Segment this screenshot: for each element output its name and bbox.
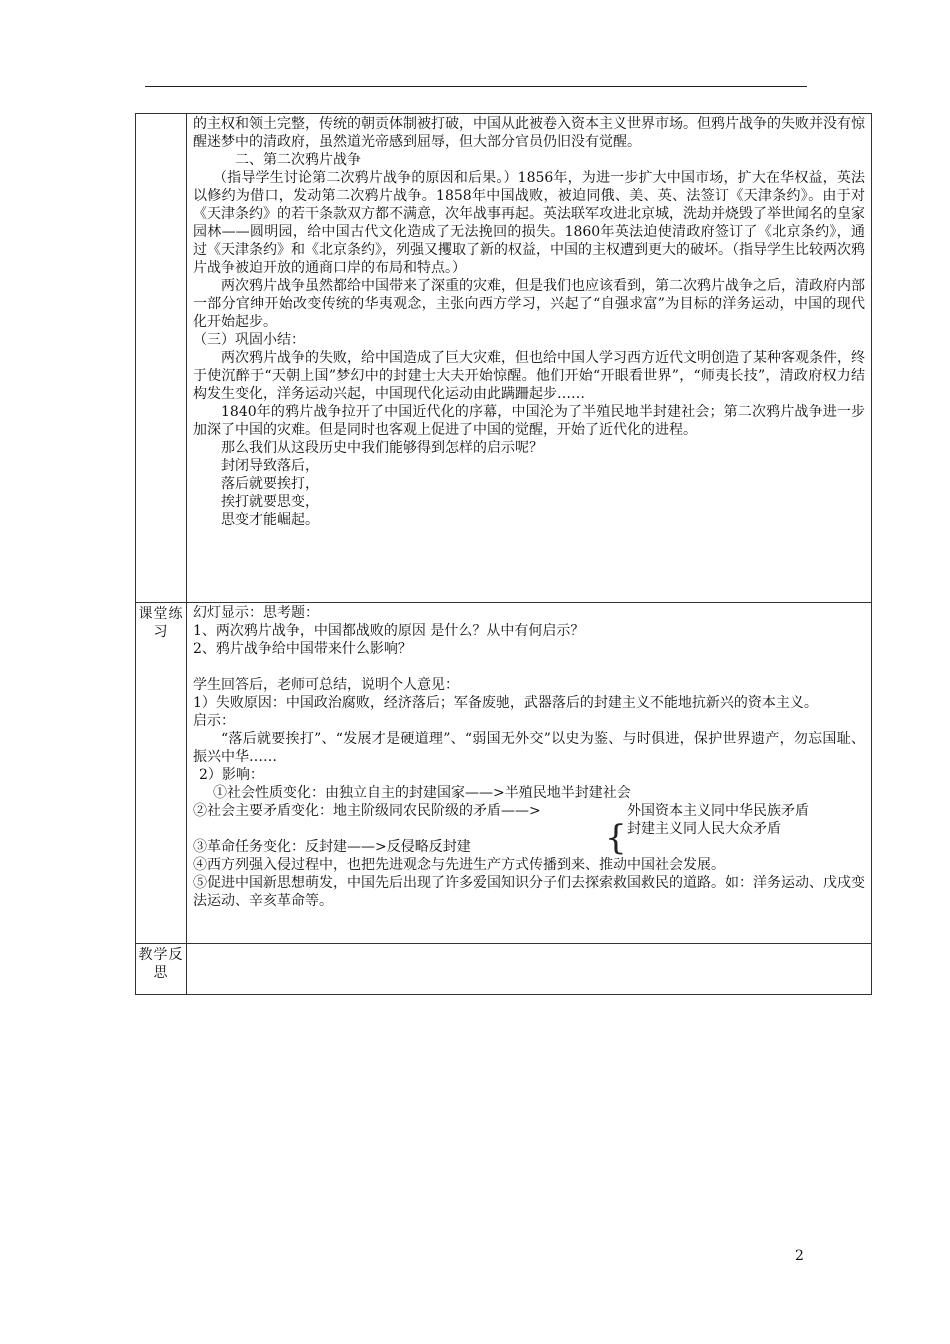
motto-line-1: 封闭导致落后， [221,458,319,474]
lesson-plan-table [135,113,872,995]
impact-5: ⑤促进中国新思想萌发，中国先后出现了许多爱国知识分子们去探索救国救民的道路。如：洋务运动、戊戌变法运动、辛亥革命等。 [193,875,865,909]
impact-1: ①社会性质变化：由独立自主的封建国家——>半殖民地半封建社会 [213,785,631,801]
lesson-content-cell [187,114,872,603]
impact-2: ②社会主要矛盾变化：地主阶级同农民阶级的矛盾——> [193,803,541,819]
table-row [136,114,872,603]
motto-line-2: 落后就要挨打， [221,476,319,492]
header-rule [145,86,807,87]
reflection-content-cell [187,944,872,995]
motto-line-4: 思变才能崛起。 [221,512,319,528]
impact-3: ③革命任务变化：反封建——>反侵略反封建 [193,839,471,855]
table-row [136,603,872,944]
section-heading-second-war: 二、第二次鸦片战争 [235,152,361,168]
paragraph-treaty-effects: 的主权和领土完整，传统的朝贡体制被打破，中国从此被卷入资本主义世界市场。但鸦片战争的失败并没有惊醒迷梦中的清政府，虽然道光帝感到屈辱，但大部分官员仍旧没有觉醒。 [193,116,865,150]
practice-content-cell [187,603,872,944]
answer-lessons: “落后就要挨打”、“发展才是硬道理”、“弱国无外交”以史为鉴、与时俱进，保护世界遗产，勿忘国耻、振兴中华…… [193,731,865,765]
conflict-1: 外国资本主义同中华民族矛盾 [627,803,809,819]
section-heading-summary: （三）巩固小结： [193,332,305,348]
teacher-note: 学生回答后，老师可总结，说明个人意见： [193,677,459,693]
answer-impact-heading: 2）影响： [199,767,264,783]
motto-line-3: 挨打就要思变， [221,494,319,510]
row-label-practice: 课堂练习 [136,603,187,944]
curly-brace-icon: { [605,818,627,858]
question-1: 1、两次鸦片战争，中国都战败的原因 是什么？从中有何启示？ [193,623,585,639]
paragraph-summary-1: 两次鸦片战争的失败，给中国造成了巨大灾难，但也给中国人学习西方近代文明创造了某种客观条件，终于使沉醉于“天朝上国”梦幻中的封建士大夫开始惊醒。他们开始“开眼看世界”，“师夷长技”，清政府权力结构发生变化，洋务运动兴起，中国现代化运动由此蹒跚起步…… [193,350,865,402]
question-2: 2、鸦片战争给中国带来什么影响？ [193,641,412,657]
answer-failure-reasons: 1）失败原因：中国政治腐败，经济落后；军备废驰，武器落后的封建主义不能地抗新兴的资本主义。 [193,695,818,711]
row-label-reflection: 教学反思 [136,944,187,995]
page-number: 2 [795,1248,804,1264]
impact-4: ④西方列强入侵过程中，也把先进观念与先进生产方式传播到来、推动中国社会发展。 [193,857,725,873]
paragraph-second-war: （指导学生讨论第二次鸦片战争的原因和后果。）1856年，为进一步扩大中国市场，扩大在华权益，英法以修约为借口，发动第二次鸦片战争。1858年中国战败，被迫同俄、美、英、法签订《天津条约》。由于对《天津条约》的若干条款双方都不满意，次年战事再起。英法联军攻进北京城，洗劫并烧毁了举世闻名的皇家园林——圆明园，给中国古代文化造成了无法挽回的损失。1860年英法迫使清政府签订了《北京条约》，通过《天津条约》和《北京条约》，列强又攫取了新的权益，中国的主权遭到更大的破坏。（指导学生比较两次鸦片战争被迫开放的通商口岸的布局和特点。） [193,170,865,276]
spacer [193,658,865,676]
conflict-list [627,802,809,838]
paragraph-question: 那么我们从这段历史中我们能够得到怎样的启示呢？ [221,440,543,456]
row-label [136,114,187,603]
table-row [136,944,872,995]
conflict-2: 封建主义同人民大众矛盾 [627,821,781,837]
answer-lessons-heading: 启示： [193,713,235,729]
paragraph-summary-2: 1840年的鸦片战争拉开了中国近代化的序幕，中国沦为了半殖民地半封建社会；第二次鸦片战争进一步加深了中国的灾难。但是同时也客观上促进了中国的觉醒，开始了近代化的进程。 [193,404,865,438]
slide-title: 幻灯显示：思考题： [193,605,319,621]
paragraph-westernization: 两次鸦片战争虽然都给中国带来了深重的灾难，但是我们也应该看到，第二次鸦片战争之后，清政府内部一部分官绅开始改变传统的华夷观念，主张向西方学习，兴起了“自强求富”为目标的洋务运动，中国的现代化开始起步。 [193,278,865,330]
